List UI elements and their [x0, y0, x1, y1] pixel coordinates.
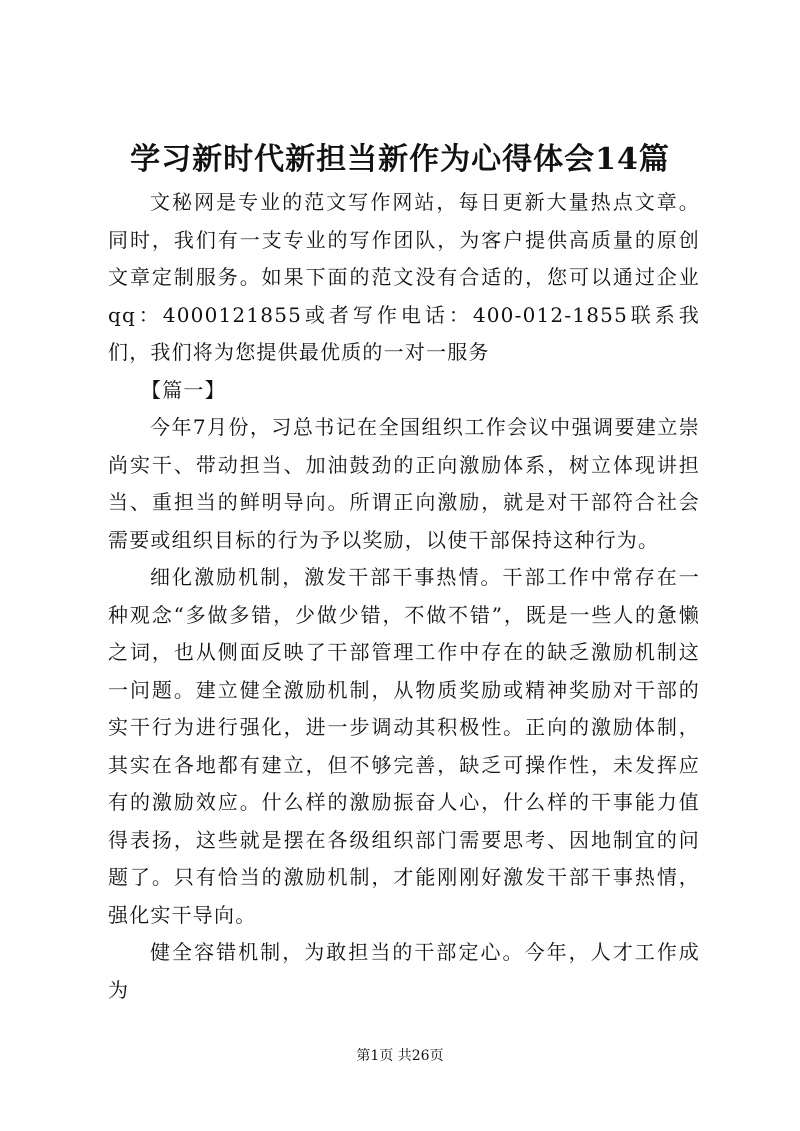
page-footer: 第1页 共26页 — [356, 1048, 444, 1064]
body-paragraph-1: 今年7月份，习总书记在全国组织工作会议中强调要建立崇尚实干、带动担当、加油鼓劲的正向激励体系，树立体现讲担当、重担当的鲜明导向。所谓正向激励，就是对干部符合社会需要或组织目标的行为予以奖励，以使干部保持这种行为。 — [108, 415, 700, 552]
document-title: 学习新时代新担当新作为心得体会14篇 — [130, 142, 670, 177]
document-body — [108, 184, 700, 1009]
section-heading: 【篇一】 — [141, 377, 226, 402]
body-paragraph-3: 健全容错机制，为敢担当的干部定心。今年，人才工作成为 — [108, 940, 700, 1002]
body-paragraph-2: 细化激励机制，激发干部干事热情。干部工作中常存在一种观念“多做多错，少做少错，不做不错”，既是一些人的惫懒之词，也从侧面反映了干部管理工作中存在的缺乏激励机制这一问题。建立健全激励机制，从物质奖励或精神奖励对干部的实干行为进行强化，进一步调动其积极性。正向的激励体制，其实在各地都有建立，但不够完善，缺乏可操作性，未发挥应有的激励效应。什么样的激励振奋人心，什么样的干事能力值得表扬，这些就是摆在各级组织部门需要思考、因地制宜的问题了。只有恰当的激励机制，才能刚刚好激发干部干事热情，强化实干导向。 — [108, 565, 700, 927]
intro-paragraph: 文秘网是专业的范文写作网站，每日更新大量热点文章。同时，我们有一支专业的写作团队，为客户提供高质量的原创文章定制服务。如果下面的范文没有合适的，您可以通过企业qq：4000121855或者写作电话：400-012-1855联系我们，我们将为您提供最优质的一对一服务 — [108, 190, 700, 364]
